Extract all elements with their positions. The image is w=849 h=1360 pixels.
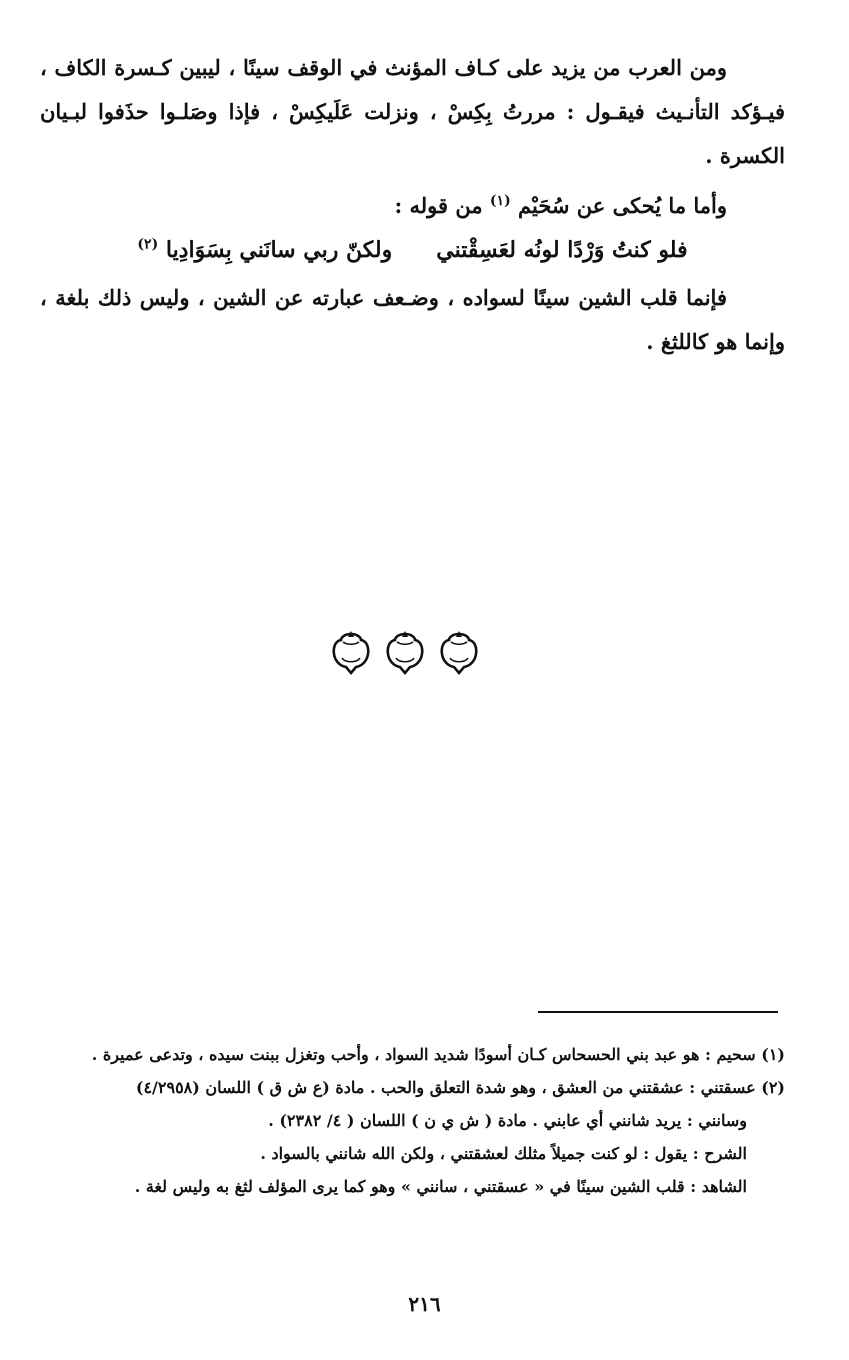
footnote-separator bbox=[538, 1011, 778, 1013]
page-number: ٢١٦ bbox=[408, 1292, 441, 1316]
verse-first-hemistich: فلو كنتُ وَرْدًا لونُه لعَسِقْتني bbox=[436, 237, 688, 263]
main-text bbox=[40, 46, 785, 364]
footnote-ref-2: (٢) bbox=[137, 236, 159, 253]
poetry-verse bbox=[40, 228, 785, 272]
paragraph-1: ومن العرب من يزيد على كـاف المؤنث في الوقف سينًا ، ليبين كـسرة الكاف ، فيـؤكد التأنـيث فيقـول : مررتُ بِكِسْ ، ونزلت عَلَيكِسْ ، فإذا وصَلـوا حذَفوا لبـيان الكسرة . bbox=[40, 55, 785, 168]
paragraph-3: فإنما قلب الشين سينًا لسواده ، وضـعف عبارته عن الشين ، وليس ذلك بلغة ، وإنما هو كاللثغ . bbox=[40, 285, 785, 354]
section-divider-ornament bbox=[330, 624, 480, 680]
flower-ornament-icon bbox=[384, 628, 426, 676]
paragraph-2-end: من قوله : bbox=[394, 193, 483, 218]
footnote-2-line-2: وسانني : يريد شانني أي عابني . مادة ( ش ي ن ) اللسان ( ٤/ ٢٣٨٢) . bbox=[268, 1111, 747, 1130]
footnotes bbox=[40, 1038, 785, 1203]
footnote-2-line-4: الشاهد : قلب الشين سينًا في « عسقتني ، سانني » وهو كما يرى المؤلف لثغ به وليس لغة . bbox=[134, 1177, 747, 1196]
footnote-ref-1: (١) bbox=[489, 193, 511, 209]
paragraph-2-text: وأما ما يُحكى عن سُحَيْم bbox=[518, 193, 727, 218]
verse-second-hemistich bbox=[137, 228, 392, 272]
flower-ornament-icon bbox=[330, 628, 372, 676]
flower-ornament-icon bbox=[438, 628, 480, 676]
paragraph-2 bbox=[40, 184, 785, 228]
footnote-2: (٢) عسقتني : عشقتني من العشق ، وهو شدة التعلق والحب . مادة (ع ش ق ) اللسان (٤/٢٩٥٨) bbox=[135, 1078, 785, 1097]
verse-second-text: ولكنّ ربي سانَني بِسَوَادِيا bbox=[165, 237, 393, 263]
footnote-2-line-3: الشرح : يقول : لو كنت جميلاً مثلك لعشقتني ، ولكن الله شانني بالسواد . bbox=[260, 1144, 747, 1163]
footnote-1: (١) سحيم : هو عبد بني الحسحاس كـان أسودًا شديد السواد ، وأحب وتغزل ببنت سيده ، وتدعى عميرة . bbox=[91, 1045, 785, 1064]
